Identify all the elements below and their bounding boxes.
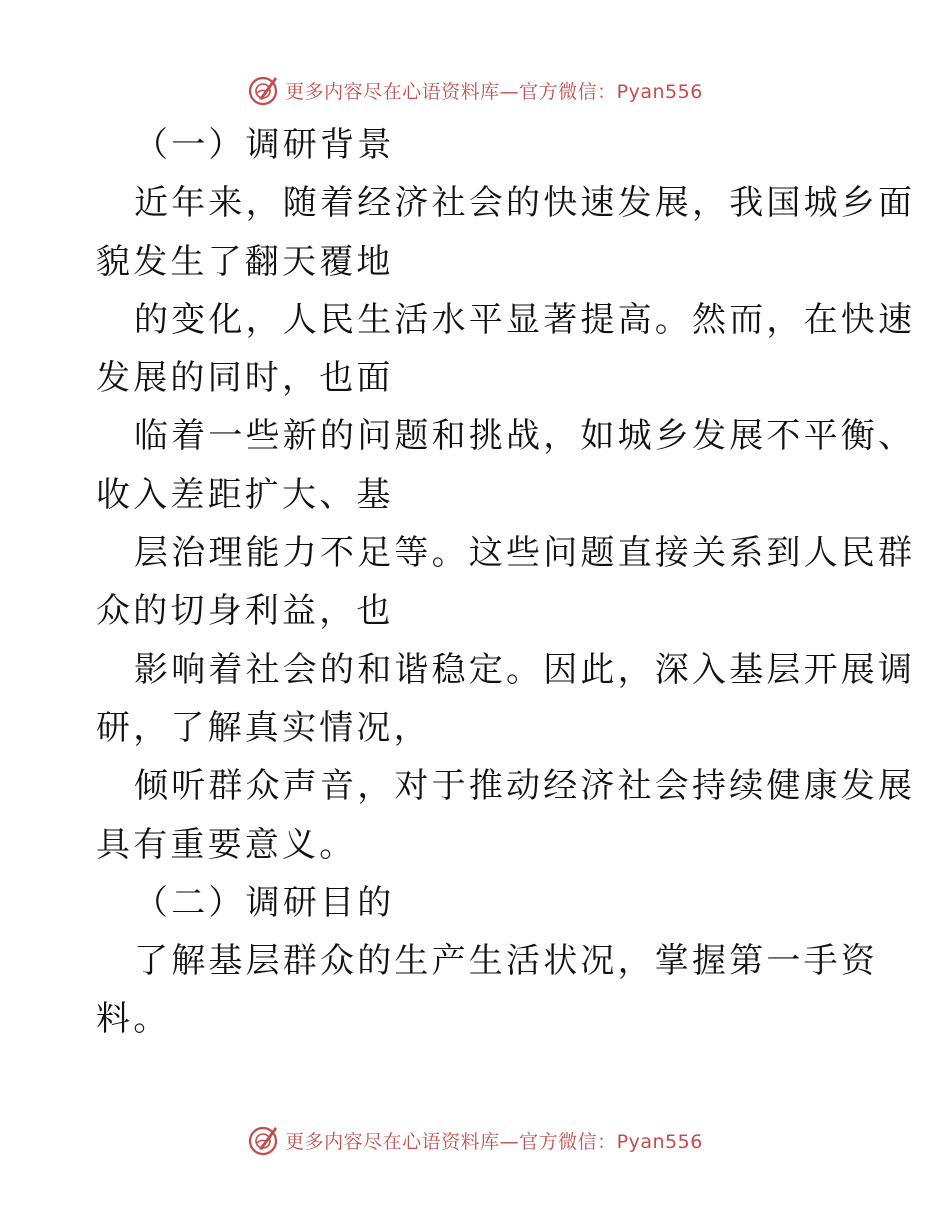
header-banner [0,70,950,110]
paragraph-line: 临着一些新的问题和挑战，如城乡发展不平衡、 [134,416,916,457]
banner-wechat-text: 官方微信：Pyan556 [519,80,703,103]
banner-text [285,1127,703,1154]
banner-wechat-text: 官方微信：Pyan556 [519,1130,703,1153]
section-heading: （二）调研目的 [134,882,395,923]
banner-dash: — [499,1130,520,1153]
section-heading: （一）调研背景 [134,125,395,165]
banner-main-text: 更多内容尽在心语资料库 [285,1130,500,1153]
quill-seal-icon [247,73,281,107]
paragraph-line: 具有重要意义。 [96,824,357,865]
paragraph-line: 众的切身利益，也 [96,591,394,632]
paragraph-line: 的变化，人民生活水平显著提高。然而，在快速 [134,299,916,340]
paragraph-line: 研，了解真实情况， [96,707,431,748]
banner-text [285,77,703,104]
paragraph-line: 貌发生了翻天覆地 [96,241,394,282]
footer-banner [0,1120,950,1160]
banner-dash: — [499,80,520,103]
paragraph-line: 影响着社会的和谐稳定。因此，深入基层开展调 [134,649,916,690]
quill-seal-icon [247,1123,281,1157]
paragraph-line: 料。 [96,999,171,1040]
paragraph-line: 层治理能力不足等。这些问题直接关系到人民群 [134,533,916,574]
paragraph-line: 了解基层群众的生产生活状况，掌握第一手资 [134,941,878,982]
document-body [96,116,916,1049]
paragraph-line: 倾听群众声音，对于推动经济社会持续健康发展 [134,766,916,807]
paragraph-line: 收入差距扩大、基 [96,474,394,515]
paragraph-line: 近年来，随着经济社会的快速发展，我国城乡面 [134,183,916,224]
paragraph-line: 发展的同时，也面 [96,358,394,399]
banner-main-text: 更多内容尽在心语资料库 [285,80,500,103]
